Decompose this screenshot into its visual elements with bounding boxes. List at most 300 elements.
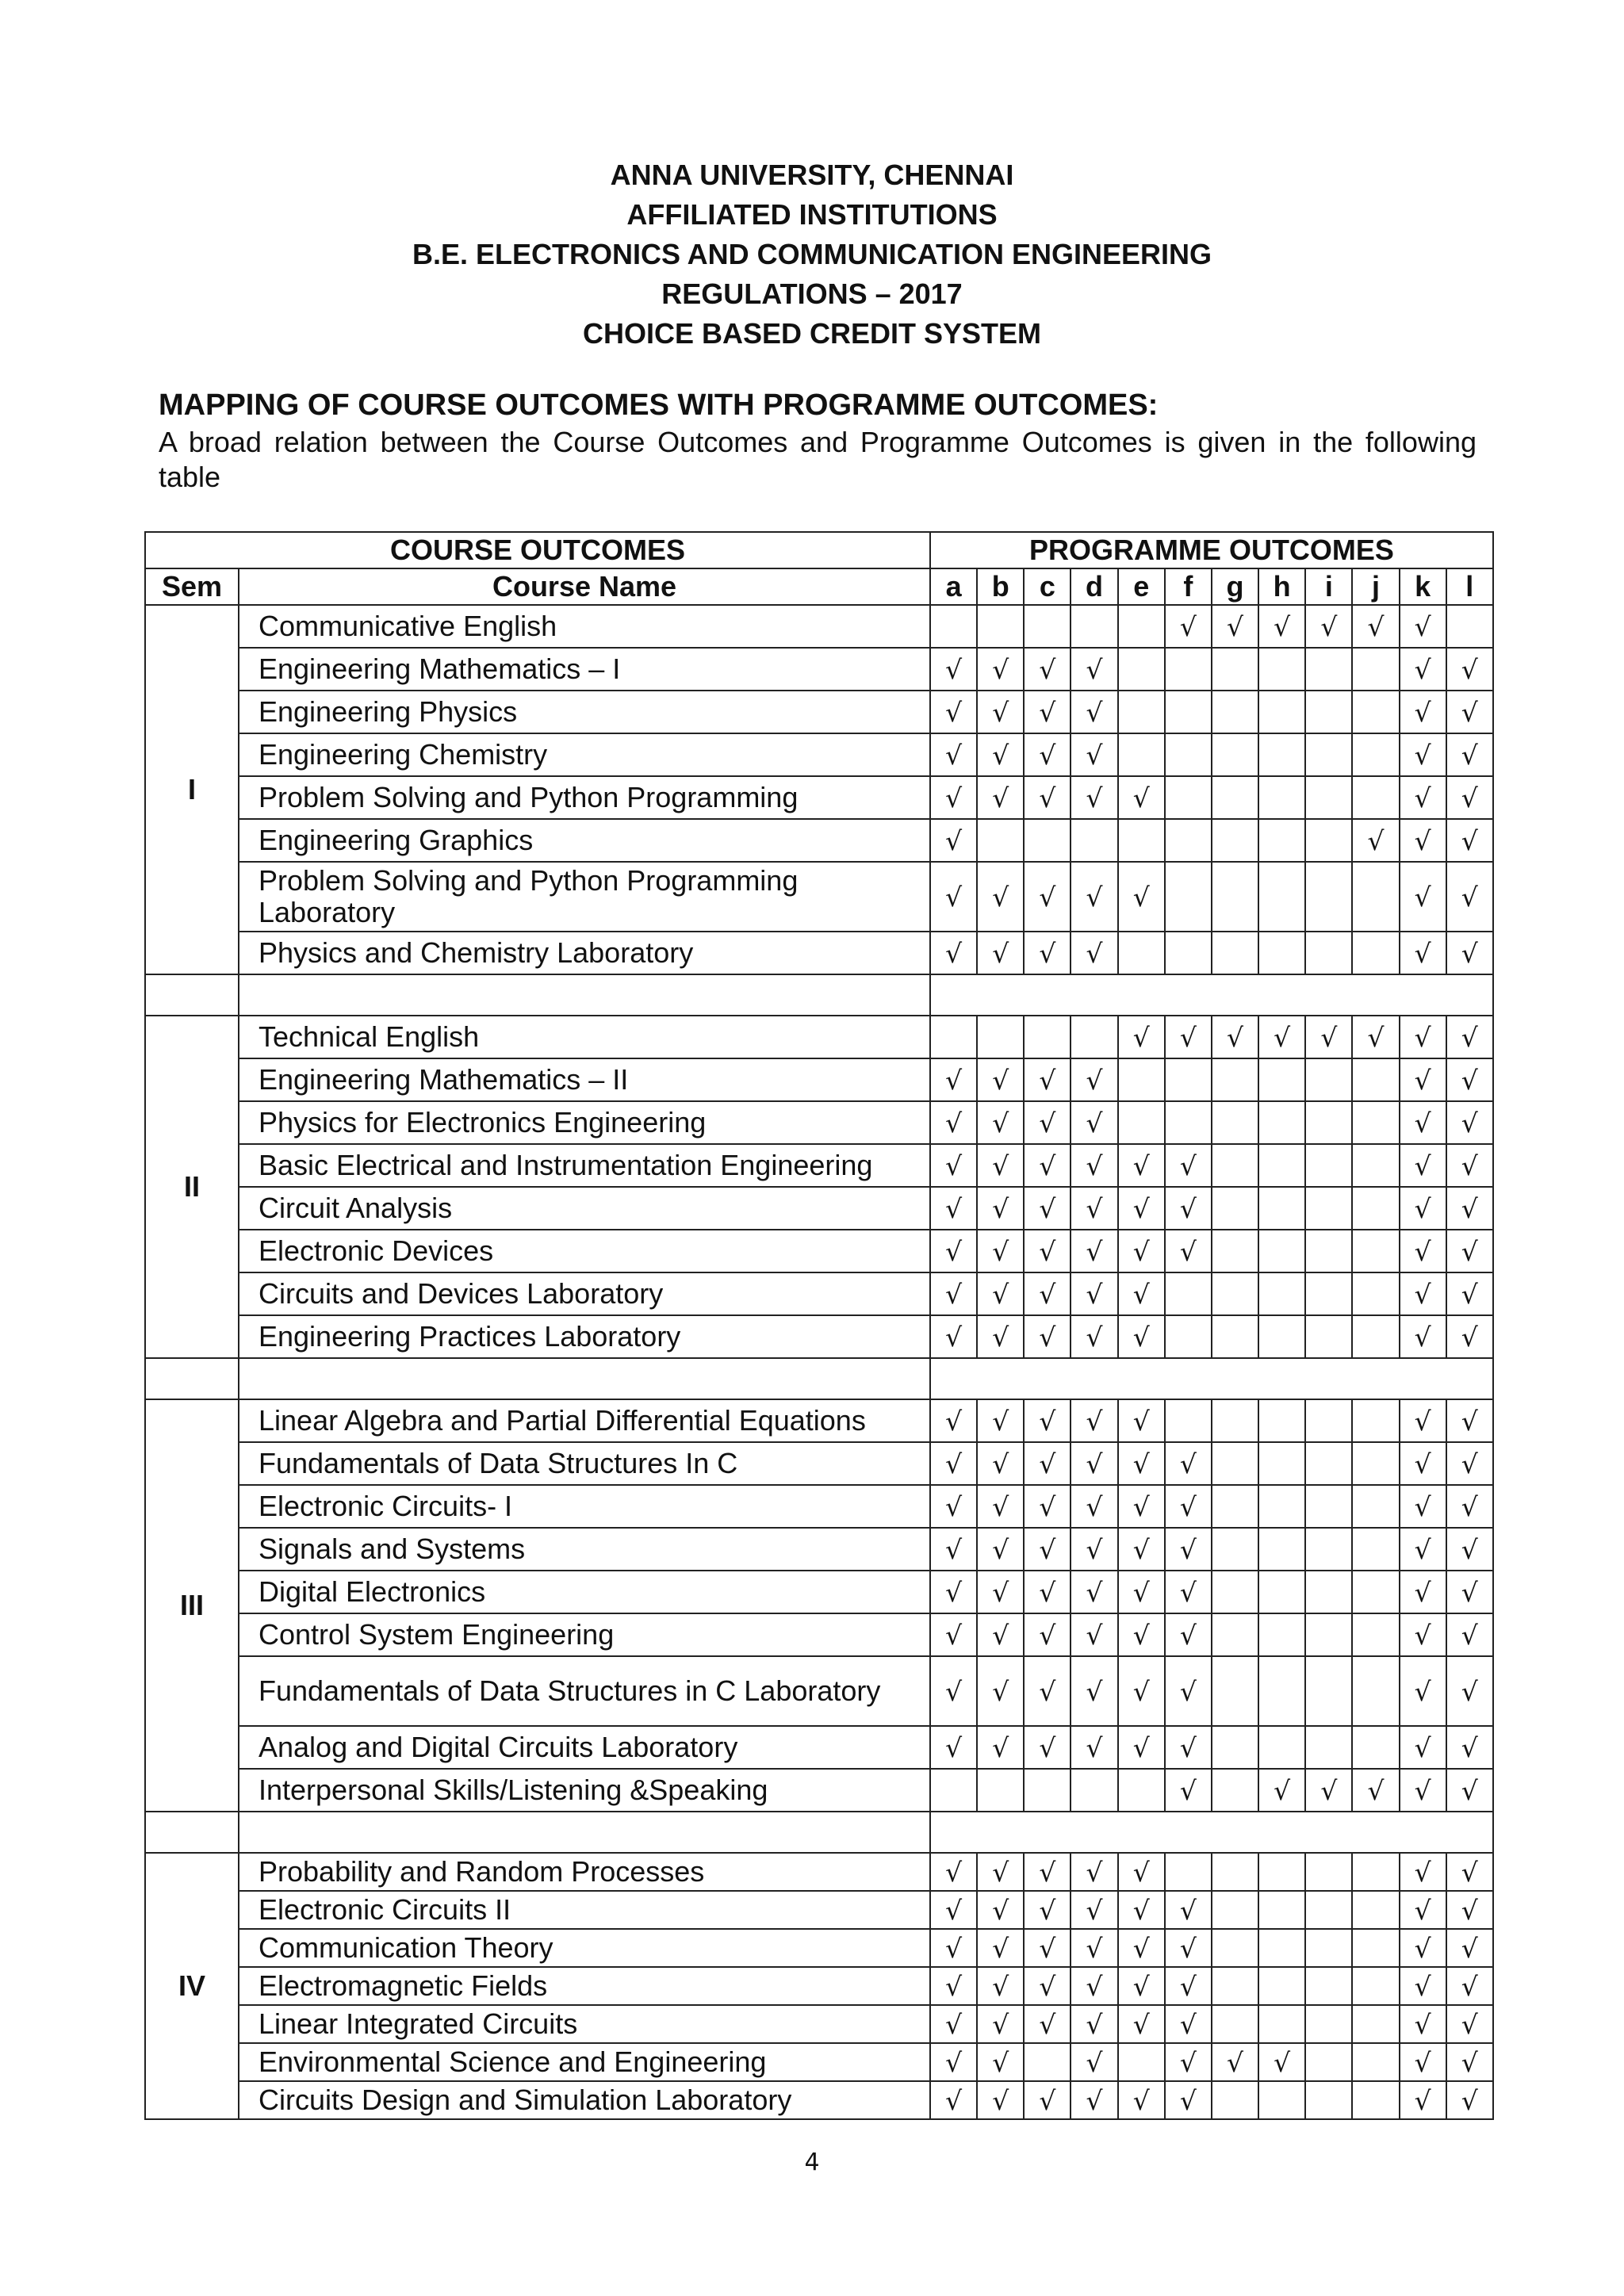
outcome-cell-g — [1212, 733, 1258, 776]
table-row — [145, 932, 1493, 974]
check-mark-icon: √ — [977, 1485, 1024, 1528]
course-name: Linear Integrated Circuits — [239, 2005, 930, 2043]
outcome-cell-i — [1305, 2005, 1352, 2043]
check-mark-icon: √ — [1071, 1230, 1117, 1272]
check-mark-icon: √ — [1446, 2043, 1493, 2081]
check-mark-icon: √ — [977, 691, 1024, 733]
check-mark-icon: √ — [1400, 1101, 1446, 1144]
outcome-cell-i — [1305, 1528, 1352, 1571]
check-mark-icon: √ — [1118, 862, 1165, 932]
outcome-cell-g — [1212, 1769, 1258, 1812]
outcome-cell-h — [1258, 1571, 1305, 1613]
check-mark-icon: √ — [977, 2005, 1024, 2043]
check-mark-icon: √ — [1352, 819, 1399, 862]
outcome-cell-h — [1258, 691, 1305, 733]
outcome-cell-i — [1305, 1726, 1352, 1769]
outcome-cell-j — [1352, 1230, 1399, 1272]
outcome-cell-e — [1118, 1769, 1165, 1812]
outcome-cell-d — [1071, 1016, 1117, 1058]
outcome-cell-h — [1258, 1144, 1305, 1187]
outcome-cell-h — [1258, 1891, 1305, 1929]
outcome-cell-g — [1212, 2005, 1258, 2043]
check-mark-icon: √ — [1024, 1187, 1071, 1230]
table-row — [145, 1144, 1493, 1187]
course-name: Engineering Mathematics – I — [239, 648, 930, 691]
check-mark-icon: √ — [930, 932, 977, 974]
outcome-cell-h — [1258, 733, 1305, 776]
check-mark-icon: √ — [1071, 1315, 1117, 1358]
outcome-cell-j — [1352, 1571, 1399, 1613]
check-mark-icon: √ — [1446, 1485, 1493, 1528]
outcome-cell-j — [1352, 1187, 1399, 1230]
outcome-cell-d — [1071, 819, 1117, 862]
outcome-cell-i — [1305, 2081, 1352, 2119]
outcome-cell-e — [1118, 691, 1165, 733]
check-mark-icon: √ — [977, 733, 1024, 776]
check-mark-icon: √ — [1400, 819, 1446, 862]
po-column-header-i: i — [1305, 568, 1352, 605]
outcome-cell-j — [1352, 1528, 1399, 1571]
check-mark-icon: √ — [1400, 1187, 1446, 1230]
outcome-cell-f — [1165, 733, 1212, 776]
table-row — [145, 1272, 1493, 1315]
table-row — [145, 1769, 1493, 1812]
check-mark-icon: √ — [1165, 1929, 1212, 1967]
outcome-cell-g — [1212, 1485, 1258, 1528]
table-row — [145, 1891, 1493, 1929]
outcome-cell-j — [1352, 776, 1399, 819]
check-mark-icon: √ — [1024, 2005, 1071, 2043]
check-mark-icon: √ — [1446, 932, 1493, 974]
check-mark-icon: √ — [1118, 1726, 1165, 1769]
header-credit-system: CHOICE BASED CREDIT SYSTEM — [582, 317, 1042, 350]
check-mark-icon: √ — [1446, 1726, 1493, 1769]
check-mark-icon: √ — [1446, 776, 1493, 819]
check-mark-icon: √ — [1400, 1967, 1446, 2005]
check-mark-icon: √ — [1165, 1442, 1212, 1485]
spacer-cell-course — [239, 1812, 930, 1853]
check-mark-icon: √ — [1400, 648, 1446, 691]
check-mark-icon: √ — [1446, 1853, 1493, 1891]
check-mark-icon: √ — [1446, 2081, 1493, 2119]
outcome-cell-i — [1305, 1967, 1352, 2005]
check-mark-icon: √ — [930, 1272, 977, 1315]
check-mark-icon: √ — [977, 862, 1024, 932]
outcome-cell-i — [1305, 648, 1352, 691]
check-mark-icon: √ — [1446, 733, 1493, 776]
outcome-cell-g — [1212, 932, 1258, 974]
course-name: Electronic Devices — [239, 1230, 930, 1272]
outcome-cell-f — [1165, 1315, 1212, 1358]
check-mark-icon: √ — [977, 932, 1024, 974]
check-mark-icon: √ — [930, 1853, 977, 1891]
check-mark-icon: √ — [1165, 1016, 1212, 1058]
check-mark-icon: √ — [1446, 1230, 1493, 1272]
course-name: Probability and Random Processes — [239, 1853, 930, 1891]
outcome-cell-h — [1258, 776, 1305, 819]
check-mark-icon: √ — [1446, 1613, 1493, 1656]
check-mark-icon: √ — [1212, 2043, 1258, 2081]
check-mark-icon: √ — [1400, 1016, 1446, 1058]
check-mark-icon: √ — [930, 776, 977, 819]
check-mark-icon: √ — [1446, 1769, 1493, 1812]
programme-outcomes-header: PROGRAMME OUTCOMES — [930, 532, 1493, 568]
check-mark-icon: √ — [1118, 1929, 1165, 1967]
check-mark-icon: √ — [1400, 1315, 1446, 1358]
outcome-cell-i — [1305, 1891, 1352, 1929]
table-row — [145, 2081, 1493, 2119]
outcome-cell-i — [1305, 1058, 1352, 1101]
check-mark-icon: √ — [1024, 733, 1071, 776]
course-name: Analog and Digital Circuits Laboratory — [239, 1726, 930, 1769]
outcome-cell-i — [1305, 733, 1352, 776]
outcome-cell-e — [1118, 2043, 1165, 2081]
outcome-cell-i — [1305, 1399, 1352, 1442]
check-mark-icon: √ — [1118, 1442, 1165, 1485]
check-mark-icon: √ — [1071, 2005, 1117, 2043]
outcome-cell-i — [1305, 1315, 1352, 1358]
course-name: Physics and Chemistry Laboratory — [239, 932, 930, 974]
check-mark-icon: √ — [1446, 1187, 1493, 1230]
outcome-cell-j — [1352, 1929, 1399, 1967]
po-column-header-k: k — [1400, 568, 1446, 605]
outcome-cell-f — [1165, 1272, 1212, 1315]
check-mark-icon: √ — [1071, 1571, 1117, 1613]
check-mark-icon: √ — [1400, 1485, 1446, 1528]
course-name: Linear Algebra and Partial Differential Equations — [239, 1399, 930, 1442]
outcome-cell-j — [1352, 2081, 1399, 2119]
check-mark-icon: √ — [1400, 1272, 1446, 1315]
outcome-cell-g — [1212, 819, 1258, 862]
check-mark-icon: √ — [1400, 1442, 1446, 1485]
table-row — [145, 776, 1493, 819]
check-mark-icon: √ — [1258, 1016, 1305, 1058]
outcome-cell-i — [1305, 1853, 1352, 1891]
check-mark-icon: √ — [930, 1315, 977, 1358]
outcome-cell-e — [1118, 605, 1165, 648]
outcome-cell-j — [1352, 1442, 1399, 1485]
outcome-cell-f — [1165, 1101, 1212, 1144]
outcome-cell-c — [1024, 1769, 1071, 1812]
check-mark-icon: √ — [977, 1230, 1024, 1272]
table-row — [145, 605, 1493, 648]
outcome-cell-j — [1352, 1144, 1399, 1187]
check-mark-icon: √ — [1446, 1399, 1493, 1442]
check-mark-icon: √ — [930, 1967, 977, 2005]
check-mark-icon: √ — [1165, 1769, 1212, 1812]
intro-paragraph: A broad relation between the Course Outcomes and Programme Outcomes is given in the following table — [159, 426, 1477, 493]
check-mark-icon: √ — [1024, 2081, 1071, 2119]
check-mark-icon: √ — [1446, 1272, 1493, 1315]
outcome-cell-g — [1212, 1058, 1258, 1101]
table-row — [145, 1929, 1493, 1967]
outcome-cell-b — [977, 1769, 1024, 1812]
check-mark-icon: √ — [1071, 1929, 1117, 1967]
check-mark-icon: √ — [1400, 1230, 1446, 1272]
check-mark-icon: √ — [1024, 1656, 1071, 1726]
course-name: Basic Electrical and Instrumentation Engineering — [239, 1144, 930, 1187]
check-mark-icon: √ — [1400, 1929, 1446, 1967]
outcome-mapping-table — [144, 531, 1494, 2120]
outcome-cell-h — [1258, 1315, 1305, 1358]
table-row — [145, 1726, 1493, 1769]
outcome-cell-e — [1118, 1058, 1165, 1101]
check-mark-icon: √ — [1446, 819, 1493, 862]
check-mark-icon: √ — [1024, 1929, 1071, 1967]
course-name: Engineering Physics — [239, 691, 930, 733]
check-mark-icon: √ — [1446, 648, 1493, 691]
check-mark-icon: √ — [1024, 1101, 1071, 1144]
check-mark-icon: √ — [1071, 2043, 1117, 2081]
check-mark-icon: √ — [1071, 1891, 1117, 1929]
semester-label: III — [145, 1399, 239, 1812]
course-name: Electronic Circuits II — [239, 1891, 930, 1929]
check-mark-icon: √ — [1024, 1613, 1071, 1656]
course-name: Communicative English — [239, 605, 930, 648]
table-row — [145, 862, 1493, 932]
column-header-row — [145, 568, 1493, 605]
check-mark-icon: √ — [1212, 605, 1258, 648]
outcome-cell-i — [1305, 1187, 1352, 1230]
check-mark-icon: √ — [1024, 1272, 1071, 1315]
table-row — [145, 1656, 1493, 1726]
check-mark-icon: √ — [1258, 605, 1305, 648]
check-mark-icon: √ — [1024, 1144, 1071, 1187]
outcome-cell-h — [1258, 1853, 1305, 1891]
po-column-header-f: f — [1165, 568, 1212, 605]
outcome-cell-g — [1212, 1272, 1258, 1315]
course-name: Physics for Electronics Engineering — [239, 1101, 930, 1144]
course-name: Problem Solving and Python Programming — [239, 776, 930, 819]
check-mark-icon: √ — [930, 691, 977, 733]
check-mark-icon: √ — [1400, 1613, 1446, 1656]
check-mark-icon: √ — [1165, 1144, 1212, 1187]
outcome-cell-j — [1352, 1058, 1399, 1101]
check-mark-icon: √ — [930, 1399, 977, 1442]
outcome-cell-h — [1258, 1656, 1305, 1726]
outcome-cell-h — [1258, 1613, 1305, 1656]
check-mark-icon: √ — [977, 2081, 1024, 2119]
check-mark-icon: √ — [1024, 1571, 1071, 1613]
course-name: Fundamentals of Data Structures in C Laboratory — [239, 1656, 930, 1726]
check-mark-icon: √ — [1071, 1399, 1117, 1442]
check-mark-icon: √ — [1071, 1144, 1117, 1187]
table-row — [145, 1399, 1493, 1442]
check-mark-icon: √ — [1024, 1853, 1071, 1891]
spacer-cell-outcomes — [930, 1358, 1493, 1399]
check-mark-icon: √ — [977, 1528, 1024, 1571]
check-mark-icon: √ — [977, 1613, 1024, 1656]
outcome-cell-g — [1212, 862, 1258, 932]
outcome-cell-g — [1212, 1442, 1258, 1485]
outcome-cell-f — [1165, 776, 1212, 819]
check-mark-icon: √ — [1071, 1101, 1117, 1144]
check-mark-icon: √ — [1165, 1528, 1212, 1571]
outcome-cell-j — [1352, 2005, 1399, 2043]
check-mark-icon: √ — [1071, 733, 1117, 776]
po-column-header-l: l — [1446, 568, 1493, 605]
spacer-cell-sem — [145, 1358, 239, 1399]
table-row — [145, 1613, 1493, 1656]
check-mark-icon: √ — [930, 733, 977, 776]
spacer-cell-course — [239, 974, 930, 1016]
course-name: Signals and Systems — [239, 1528, 930, 1571]
outcome-cell-i — [1305, 1929, 1352, 1967]
check-mark-icon: √ — [1024, 862, 1071, 932]
check-mark-icon: √ — [1071, 1272, 1117, 1315]
outcome-cell-j — [1352, 862, 1399, 932]
check-mark-icon: √ — [930, 1187, 977, 1230]
check-mark-icon: √ — [1118, 1571, 1165, 1613]
course-name: Engineering Chemistry — [239, 733, 930, 776]
outcome-cell-h — [1258, 2005, 1305, 2043]
header-regulations: REGULATIONS – 2017 — [661, 277, 963, 310]
check-mark-icon: √ — [1400, 1144, 1446, 1187]
outcome-cell-h — [1258, 1726, 1305, 1769]
check-mark-icon: √ — [1118, 1967, 1165, 2005]
check-mark-icon: √ — [930, 2005, 977, 2043]
course-name: Digital Electronics — [239, 1571, 930, 1613]
outcome-cell-i — [1305, 691, 1352, 733]
table-row — [145, 691, 1493, 733]
outcome-cell-g — [1212, 1571, 1258, 1613]
check-mark-icon: √ — [1446, 1929, 1493, 1967]
course-name: Environmental Science and Engineering — [239, 2043, 930, 2081]
outcome-cell-g — [1212, 648, 1258, 691]
check-mark-icon: √ — [1400, 605, 1446, 648]
outcome-cell-i — [1305, 1230, 1352, 1272]
outcome-cell-g — [1212, 1891, 1258, 1929]
outcome-cell-f — [1165, 1058, 1212, 1101]
check-mark-icon: √ — [1024, 1230, 1071, 1272]
check-mark-icon: √ — [1446, 1656, 1493, 1726]
po-column-header-d: d — [1071, 568, 1117, 605]
outcome-cell-h — [1258, 1399, 1305, 1442]
po-column-header-a: a — [930, 568, 977, 605]
outcome-cell-j — [1352, 1967, 1399, 2005]
check-mark-icon: √ — [1400, 1656, 1446, 1726]
table-row — [145, 1230, 1493, 1272]
check-mark-icon: √ — [1305, 1769, 1352, 1812]
check-mark-icon: √ — [1165, 2081, 1212, 2119]
check-mark-icon: √ — [1118, 1613, 1165, 1656]
outcome-cell-f — [1165, 1399, 1212, 1442]
outcome-cell-g — [1212, 1929, 1258, 1967]
check-mark-icon: √ — [1352, 605, 1399, 648]
outcome-cell-g — [1212, 1726, 1258, 1769]
check-mark-icon: √ — [1071, 1967, 1117, 2005]
outcome-cell-g — [1212, 691, 1258, 733]
check-mark-icon: √ — [930, 648, 977, 691]
table-row — [145, 733, 1493, 776]
check-mark-icon: √ — [1071, 648, 1117, 691]
check-mark-icon: √ — [1024, 1399, 1071, 1442]
check-mark-icon: √ — [1305, 1016, 1352, 1058]
outcome-cell-j — [1352, 1891, 1399, 1929]
outcome-cell-i — [1305, 1442, 1352, 1485]
outcome-cell-j — [1352, 691, 1399, 733]
course-name: Engineering Graphics — [239, 819, 930, 862]
course-name: Communication Theory — [239, 1929, 930, 1967]
outcome-cell-h — [1258, 648, 1305, 691]
check-mark-icon: √ — [977, 1967, 1024, 2005]
check-mark-icon: √ — [930, 862, 977, 932]
outcome-cell-f — [1165, 648, 1212, 691]
check-mark-icon: √ — [1118, 1187, 1165, 1230]
outcome-cell-l — [1446, 605, 1493, 648]
semester-spacer-row — [145, 1358, 1493, 1399]
check-mark-icon: √ — [1024, 932, 1071, 974]
check-mark-icon: √ — [1446, 1528, 1493, 1571]
outcome-cell-h — [1258, 1528, 1305, 1571]
spacer-cell-outcomes — [930, 974, 1493, 1016]
outcome-cell-b — [977, 1016, 1024, 1058]
check-mark-icon: √ — [1446, 691, 1493, 733]
check-mark-icon: √ — [1118, 1891, 1165, 1929]
course-name: Fundamentals of Data Structures In C — [239, 1442, 930, 1485]
check-mark-icon: √ — [1305, 605, 1352, 648]
course-name: Engineering Mathematics – II — [239, 1058, 930, 1101]
check-mark-icon: √ — [1446, 862, 1493, 932]
outcome-cell-a — [930, 1769, 977, 1812]
check-mark-icon: √ — [977, 1726, 1024, 1769]
check-mark-icon: √ — [1352, 1016, 1399, 1058]
outcome-cell-i — [1305, 819, 1352, 862]
outcome-cell-i — [1305, 776, 1352, 819]
check-mark-icon: √ — [977, 1187, 1024, 1230]
check-mark-icon: √ — [977, 1929, 1024, 1967]
po-column-header-h: h — [1258, 568, 1305, 605]
check-mark-icon: √ — [930, 1144, 977, 1187]
outcome-cell-j — [1352, 932, 1399, 974]
outcome-cell-f — [1165, 862, 1212, 932]
outcome-cell-h — [1258, 1187, 1305, 1230]
check-mark-icon: √ — [1165, 1571, 1212, 1613]
outcome-cell-h — [1258, 1272, 1305, 1315]
check-mark-icon: √ — [1024, 1485, 1071, 1528]
check-mark-icon: √ — [1071, 1485, 1117, 1528]
spacer-cell-outcomes — [930, 1812, 1493, 1853]
check-mark-icon: √ — [1165, 2043, 1212, 2081]
outcome-cell-j — [1352, 1853, 1399, 1891]
check-mark-icon: √ — [1118, 2005, 1165, 2043]
check-mark-icon: √ — [1024, 691, 1071, 733]
course-name: Problem Solving and Python Programming Laboratory — [239, 862, 930, 932]
check-mark-icon: √ — [1118, 1016, 1165, 1058]
outcome-cell-c — [1024, 819, 1071, 862]
course-name-column-header: Course Name — [239, 568, 930, 605]
check-mark-icon: √ — [1165, 1656, 1212, 1726]
outcome-cell-g — [1212, 1187, 1258, 1230]
check-mark-icon: √ — [1446, 1144, 1493, 1187]
check-mark-icon: √ — [1071, 2081, 1117, 2119]
check-mark-icon: √ — [1118, 1399, 1165, 1442]
check-mark-icon: √ — [977, 1853, 1024, 1891]
outcome-cell-a — [930, 605, 977, 648]
check-mark-icon: √ — [930, 1528, 977, 1571]
table-row — [145, 1101, 1493, 1144]
check-mark-icon: √ — [1071, 691, 1117, 733]
check-mark-icon: √ — [1352, 1769, 1399, 1812]
check-mark-icon: √ — [1165, 2005, 1212, 2043]
check-mark-icon: √ — [930, 1726, 977, 1769]
check-mark-icon: √ — [1446, 1315, 1493, 1358]
outcome-cell-f — [1165, 932, 1212, 974]
check-mark-icon: √ — [977, 1272, 1024, 1315]
semester-spacer-row — [145, 1812, 1493, 1853]
check-mark-icon: √ — [1024, 1726, 1071, 1769]
check-mark-icon: √ — [930, 1058, 977, 1101]
